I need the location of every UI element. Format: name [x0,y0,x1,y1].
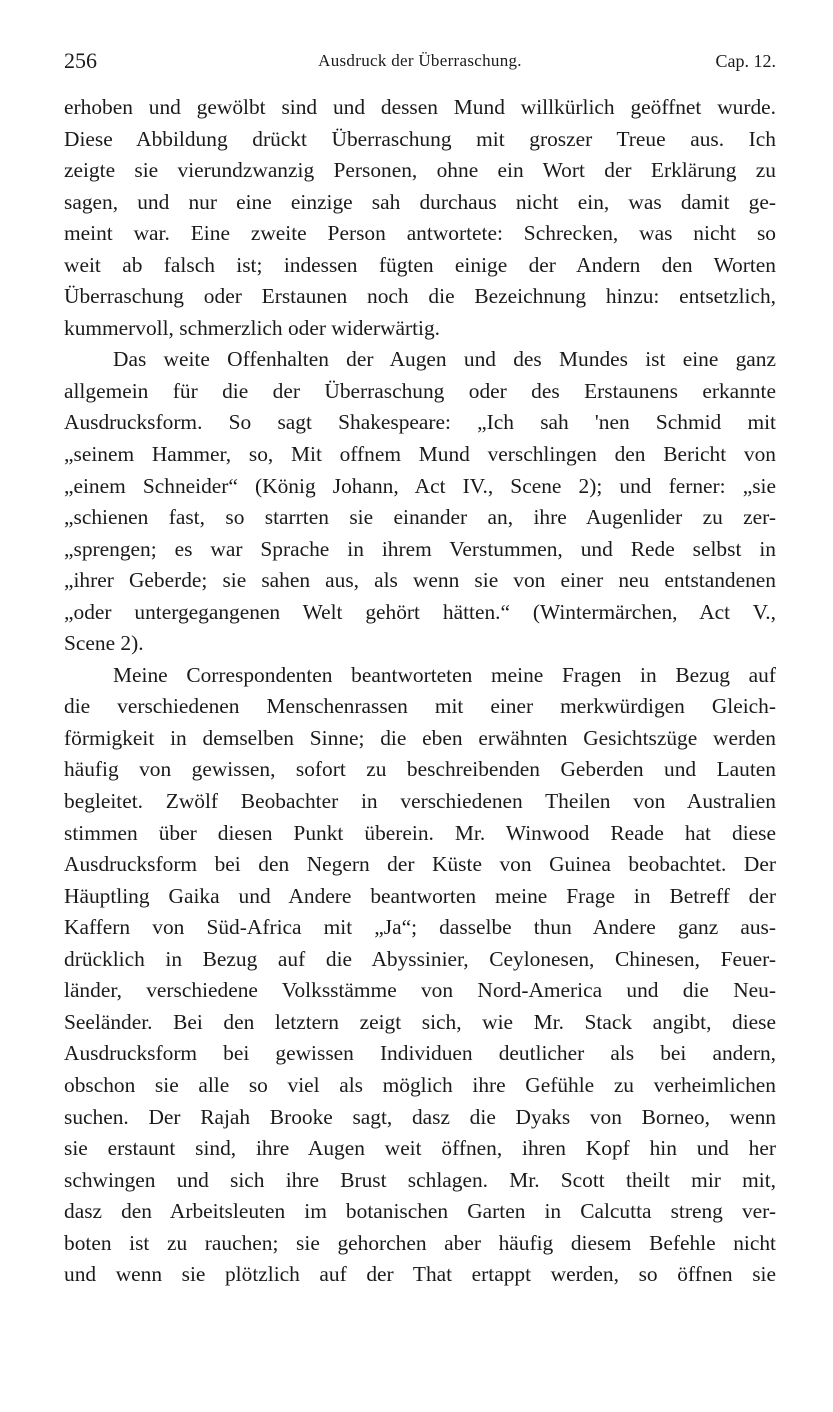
text-line: zeigte sie vierundzwanzig Personen, ohne ein Wort der Erklärung zu [64,158,776,183]
text-line: sagen, und nur eine einzige sah durchaus nicht ein, was damit ge- [64,189,776,214]
text-line: suchen. Der Rajah Brooke sagt, dasz die Dyaks von Borneo, wenn [64,1104,776,1129]
text-line: Häuptling Gaika und Andere beantworten meine Frage in Betreff der [64,883,776,908]
text-line: Das weite Offenhalten der Augen und des Mundes ist eine ganz [113,347,776,372]
body-text [64,92,776,1291]
text-line: Ausdrucksform bei den Negern der Küste von Guinea beobachtet. Der [64,852,776,877]
text-line: häufig von gewissen, sofort zu beschreibenden Geberden und Lauten [64,757,776,782]
text-line: förmigkeit in demselben Sinne; die eben erwähnten Gesichtszüge werden [64,725,776,750]
text-line: begleitet. Zwölf Beobachter in verschiedenen Theilen von Australien [64,789,776,814]
text-line: dasz den Arbeitsleuten im botanischen Garten in Calcutta streng ver- [64,1199,776,1224]
text-line: „sprengen; es war Sprache in ihrem Verstummen, und Rede selbst in [64,536,776,561]
text-line: Überraschung oder Erstaunen noch die Bezeichnung hinzu: entsetzlich, [64,284,776,309]
text-line: „seinem Hammer, so, Mit offnem Mund verschlingen den Bericht von [64,442,776,467]
text-line: stimmen über diesen Punkt überein. Mr. Winwood Reade hat diese [64,820,776,845]
text-line: Ausdrucksform bei gewissen Individuen deutlicher als bei andern, [64,1041,776,1066]
text-line: und wenn sie plötzlich auf der That ertappt werden, so öffnen sie [64,1262,776,1287]
text-line: „einem Schneider“ (König Johann, Act IV., Scene 2); und ferner: „sie [64,473,776,498]
chapter-label: Cap. 12. [715,51,776,71]
text-line: Seeländer. Bei den letztern zeigt sich, wie Mr. Stack angibt, diese [64,1009,776,1034]
text-line: länder, verschiedene Volksstämme von Nord-America und die Neu- [64,978,776,1003]
text-line: kummervoll, schmerzlich oder widerwärtig. [64,315,440,340]
text-line: drücklich in Bezug auf die Abyssinier, Ceylonesen, Chinesen, Feuer- [64,946,776,971]
text-line: die verschiedenen Menschenrassen mit einer merkwürdigen Gleich- [64,694,776,719]
text-line: Scene 2). [64,631,144,656]
running-head [64,48,776,74]
text-line: meint war. Eine zweite Person antwortete: Schrecken, was nicht so [64,221,776,246]
text-line: Ausdrucksform. So sagt Shakespeare: „Ich sah 'nen Schmid mit [64,410,776,435]
text-line: Kaffern von Süd-Africa mit „Ja“; dasselbe thun Andere ganz aus- [64,915,776,940]
text-line: weit ab falsch ist; indessen fügten einige der Andern den Worten [64,252,776,277]
text-line: schwingen und sich ihre Brust schlagen. Mr. Scott theilt mir mit, [64,1167,776,1192]
text-line: allgemein für die der Überraschung oder des Erstaunens erkannte [64,378,776,403]
text-line: „oder untergegangenen Welt gehört hätten.“ (Wintermärchen, Act V., [64,599,776,624]
text-line: Diese Abbildung drückt Überraschung mit groszer Treue aus. Ich [64,126,776,151]
text-line: „ihrer Geberde; sie sahen aus, als wenn sie von einer neu entstandenen [64,568,776,593]
text-line: obschon sie alle so viel als möglich ihre Gefühle zu verheimlichen [64,1072,776,1097]
page-number: 256 [64,48,97,73]
text-line: boten ist zu rauchen; sie gehorchen aber häufig diesem Befehle nicht [64,1230,776,1255]
text-line: „schienen fast, so starrten sie einander an, ihre Augenlider zu zer- [64,505,776,530]
text-line: erhoben und gewölbt sind und dessen Mund willkürlich geöffnet wurde. [64,95,776,119]
text-line: sie erstaunt sind, ihre Augen weit öffnen, ihren Kopf hin und her [64,1136,776,1161]
running-title: Ausdruck der Überraschung. [318,51,522,70]
text-line: Meine Correspondenten beantworteten meine Fragen in Bezug auf [113,662,776,687]
